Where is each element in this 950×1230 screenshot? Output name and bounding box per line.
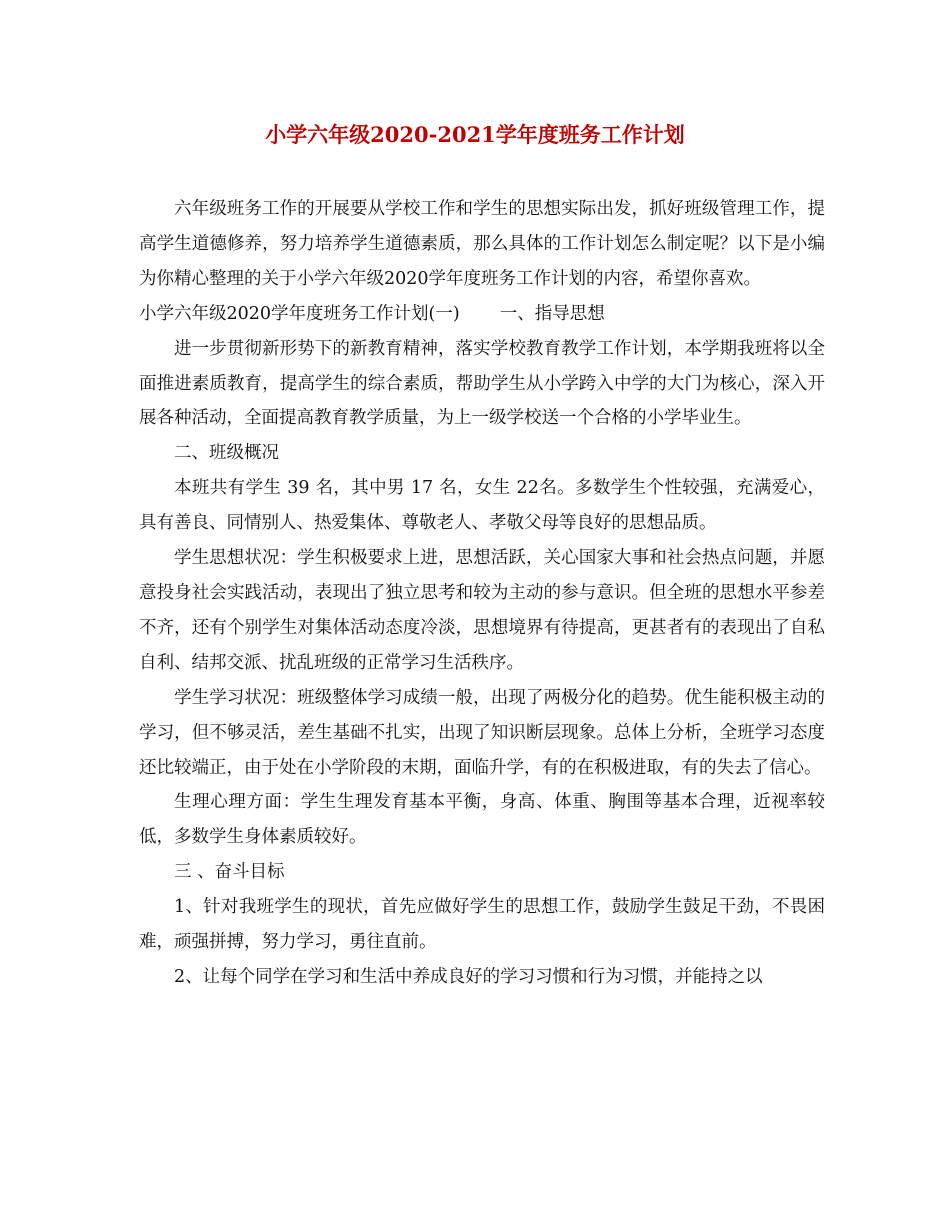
- study-paragraph: 学生学习状况：班级整体学习成绩一般，出现了两极分化的趋势。优生能积极主动的学习，但不够灵活，差生基础不扎实，出现了知识断层现象。总体上分析，全班学习态度还比较端正，由于处在小学阶段的末期，面临升学，有的在积极进取，有的失去了信心。: [139, 687, 825, 778]
- intro-paragraph: 六年级班务工作的开展要从学校工作和学生的思想实际出发，抓好班级管理工作，提高学生道德修养，努力培养学生道德素质，那么具体的工作计划怎么制定呢？以下是小编为你精心整理的关于小学六年级2020学年度班务工作计划的内容，希望你喜欢。: [139, 199, 825, 289]
- thought-paragraph: 学生思想状况：学生积极要求上进，思想活跃，关心国家大事和社会热点问题，并愿意投身社会实践活动，表现出了独立思考和较为主动的参与意识。但全班的思想水平参差不齐，还有个别学生对集体活动态度冷淡，思想境界有待提高，更甚者有的表现出了自私自利、结邦交派、扰乱班级的正常学习生活秩序。: [139, 548, 825, 673]
- physical-paragraph: 生理心理方面：学生生理发育基本平衡，身高、体重、胸围等基本合理，近视率较低，多数学生身体素质较好。: [139, 792, 825, 848]
- document-title: 小学六年级2020-2021学年度班务工作计划: [265, 122, 685, 147]
- overview-paragraph: 本班共有学生 39 名，其中男 17 名，女生 22名。多数学生个性较强，充满爱心，具有善良、同情别人、热爱集体、尊敬老人、孝敬父母等良好的思想品质。: [139, 478, 825, 534]
- section-heading-overview: 二、班级概况: [174, 443, 279, 464]
- document-body: [139, 192, 825, 995]
- section-heading-goals: 三 、奋斗目标: [174, 862, 285, 883]
- plan-subtitle-line: [139, 297, 825, 332]
- goal-item-2: 2、让每个同学在学习和生活中养成良好的学习习惯和行为习惯，并能持之以: [174, 966, 763, 987]
- goal-item-1: 1、针对我班学生的现状，首先应做好学生的思想工作，鼓励学生鼓足干劲，不畏困难，顽强拼搏，努力学习，勇往直前。: [139, 897, 825, 953]
- section-heading-guiding: 一、指导思想: [499, 303, 605, 324]
- plan-subtitle: 小学六年级2020学年度班务工作计划(一): [139, 303, 460, 324]
- guiding-paragraph: 进一步贯彻新形势下的新教育精神，落实学校教育教学工作计划，本学期我班将以全面推进素质教育，提高学生的综合素质，帮助学生从小学跨入中学的大门为核心，深入开展各种活动，全面提高教育教学质量，为上一级学校送一个合格的小学毕业生。: [139, 338, 825, 429]
